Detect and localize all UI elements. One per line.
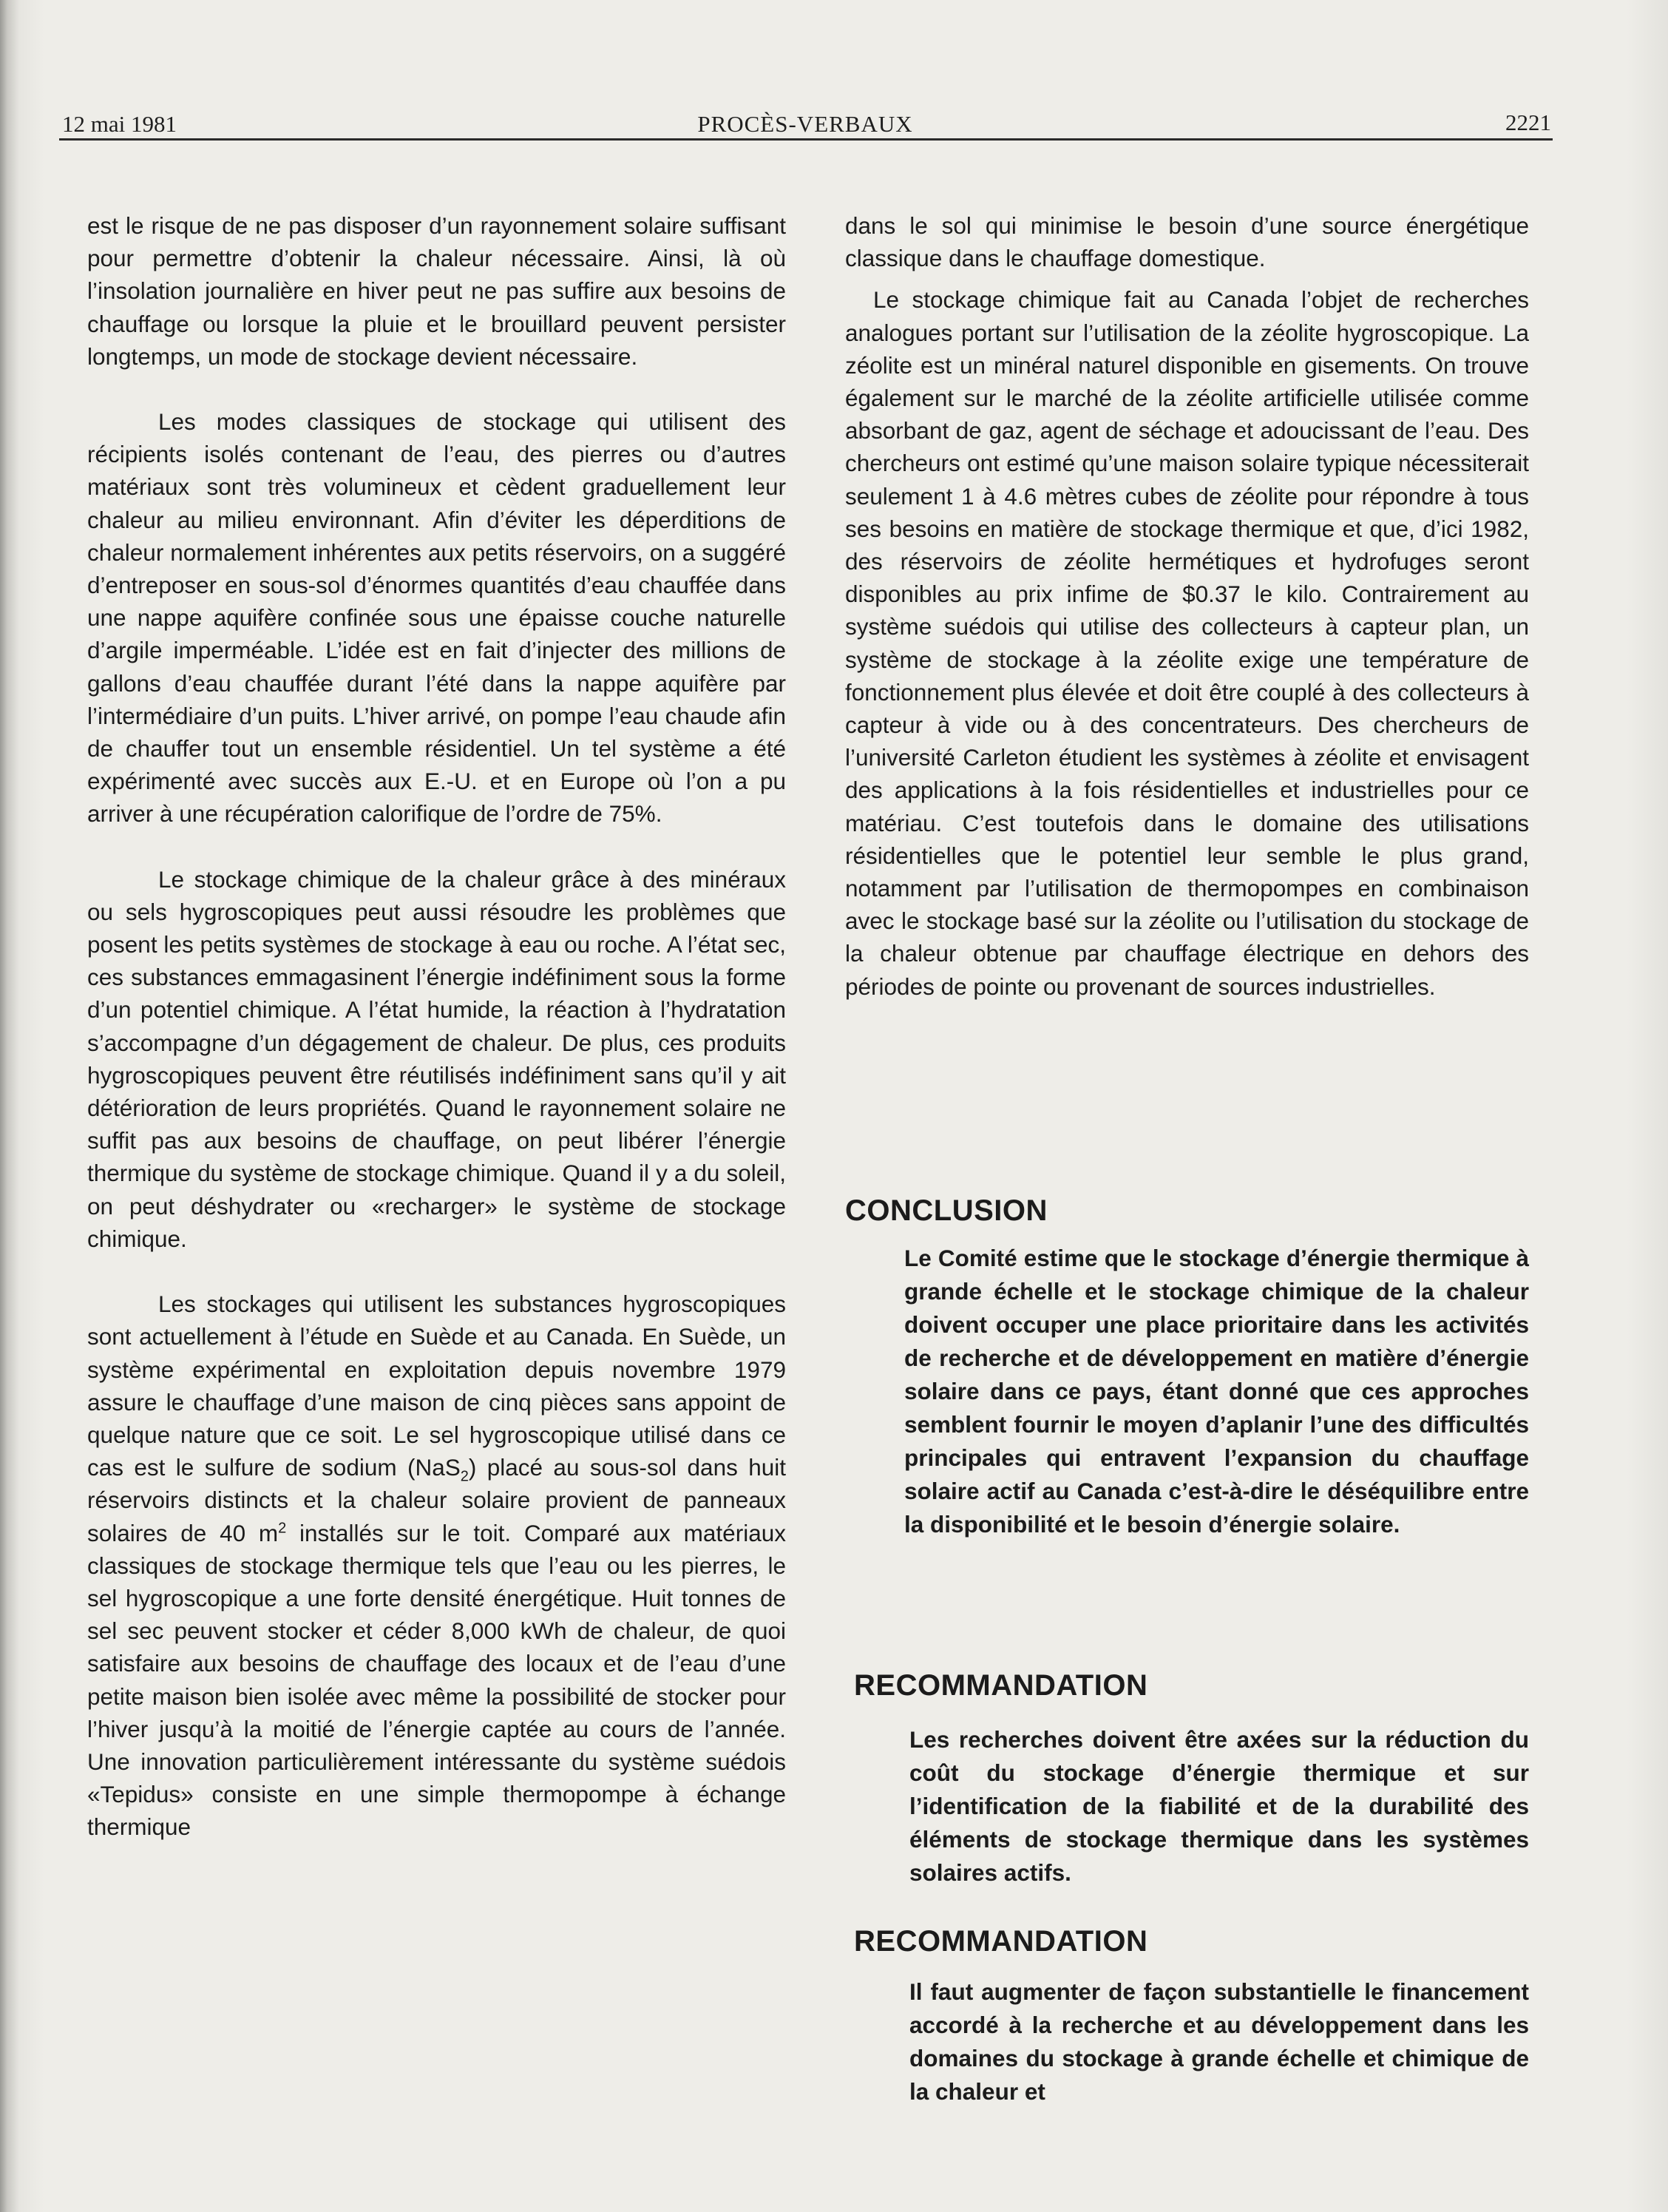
- conclusion-text: Le Comité estime que le stockage d’énergie thermique à grande échelle et le stockage chimique de la chaleur doivent occuper une place prioritaire dans les activités de recherche et de développement en matière d’énergie solaire dans ce pays, étant donné que ces approches semblent fournir le moyen d’aplanir l’une des difficultés principales qui entravent l’expansion du chauffage solaire actif au Canada c’est-à-dire le déséquilibre entre la disponibilité et le besoin d’énergie solaire.: [904, 1245, 1529, 1538]
- text-run: installés sur le toit. Comparé aux matériaux classiques de stockage thermique tels que l’eau ou les pierres, le sel hygroscopique a une forte densité énergétique. Huit tonnes de sel sec peuvent stocker et céder 8,000 kWh de chaleur, de quoi satisfaire aux besoins de chauffage des locaux et de l’eau d’une petite maison bien isolée avec même la possibilité de stocker pour l’hiver jusqu’à la moitié de l’énergie captée au cours de l’année. Une innovation particulièrement intéressante du système suédois «Tepidus» consiste en une simple thermopompe à échange thermique: [87, 1519, 786, 1841]
- header-date: 12 mai 1981: [62, 111, 177, 137]
- unit-superscript: 2: [278, 1520, 287, 1537]
- paragraph: dans le sol qui minimise le besoin d’une source énergétique classique dans le chauffage domestique.: [845, 212, 1529, 272]
- paragraph: Les modes classiques de stockage qui utilisent des récipients isolés contenant de l’eau, des pierres ou d’autres matériaux sont très volumineux et cèdent graduellement leur chaleur au milieu environnant. Afin d’éviter les déperditions de chaleur normalement inhérentes aux petits réservoirs, on a suggéré d’entreposer en sous-sol d’énormes quantités d’eau chauffée dans une nappe aquifère confinée sous une épaisse couche naturelle d’argile imperméable. L’idée est en fait d’injecter des millions de gallons d’eau chauffée durant l’été dans la nappe aquifère par l’intermédiaire d’un puits. L’hiver arrivé, on pompe l’eau chaude afin de chauffer tout un ensemble résidentiel. Un tel système a été expérimenté avec succès aux E.-U. et en Europe où l’on a pu arriver à une récupération calorifique de l’ordre de 75%.: [87, 408, 786, 828]
- text-run: ) placé au sous-sol dans huit réservoirs distincts et la chaleur solaire provient de panneaux solaires de 40 m: [87, 1454, 787, 1546]
- recommendation-text: Il faut augmenter de façon substantielle le financement accordé à la recherche et au développement dans les domaines du stockage à grande échelle et chimique de la chaleur et: [909, 1978, 1529, 2105]
- running-header: [59, 109, 1551, 141]
- recommendation-section: [854, 1924, 1529, 2108]
- formula-subscript: 2: [460, 1468, 469, 1485]
- recommendation-text: Les recherches doivent être axées sur la réduction du coût du stockage d’énergie thermique et sur l’identification de la fiabilité et de la durabilité des éléments de stockage thermique dans les systèmes solaires actifs.: [909, 1726, 1529, 1886]
- paragraph: Le stockage chimique fait au Canada l’objet de recherches analogues portant sur l’utilisation de la zéolite hygroscopique. La zéolite est un minéral naturel disponible en gisements. On trouve également sur le marché de la zéolite artificielle utilisée comme absorbant de gaz, agent de séchage et adoucissant de l’eau. Des chercheurs ont estimé qu’une maison solaire typique nécessiterait seulement 1 à 4.6 mètres cubes de zéolite pour répondre à tous ses besoins en matière de stockage thermique et que, d’ici 1982, des réservoirs de zéolite hermétiques et hydrofuges seront disponibles au prix infime de $0.37 le kilo. Contrairement au système suédois qui utilise des collecteurs à capteur plan, un système de stockage à la zéolite exige une température de fonctionnement plus élevée et doit être couplé à des collecteurs à capteur à vide ou à des concentrateurs. Des chercheurs de l’université Carleton étudient les systèmes à zéolite et envisagent des applications à la fois résidentielles et industrielles pour ce matériau. C’est toutefois dans le domaine des utilisations résidentielles que le potentiel leur semble le plus grand, notamment par l’utilisation de thermopompes en combinaison avec le stockage basé sur la zéolite ou l’utilisation du stockage de la chaleur obtenue par chauffage électrique en dehors des périodes de pointe ou provenant de sources industrielles.: [845, 286, 1529, 1000]
- header-title: PROCÈS-VERBAUX: [697, 111, 913, 137]
- conclusion-heading: CONCLUSION: [845, 1194, 1048, 1227]
- recommendation-heading: RECOMMANDATION: [854, 1925, 1148, 1958]
- recommendation-heading: RECOMMANDATION: [854, 1669, 1148, 1702]
- text-run: Les stockages qui utilisent les substances hygroscopiques sont actuellement à l’étude en Suède et au Canada. En Suède, un système expérimental en exploitation depuis novembre 1979 assure le chauffage d’une maison de cinq pièces sans appoint de quelque nature que ce soit. Le sel hygroscopique utilisé dans ce cas est le sulfure de sodium (: [87, 1291, 786, 1481]
- conclusion-section: [845, 1193, 1529, 1541]
- right-column: [845, 209, 1529, 2105]
- left-column: [87, 209, 786, 1844]
- chemical-formula: NaS: [415, 1454, 461, 1481]
- paragraph-with-formula: [87, 1288, 786, 1843]
- paragraph: est le risque de ne pas disposer d’un rayonnement solaire suffisant pour permettre d’obtenir la chaleur nécessaire. Ainsi, là où l’insolation journalière en hiver peut ne pas suffire aux besoins de chauffage ou lorsque la pluie et le brouillard peuvent persister longtemps, un mode de stockage devient nécessaire.: [87, 212, 786, 370]
- page-number: 2221: [1505, 109, 1551, 135]
- recommendation-section: [854, 1668, 1529, 1890]
- paragraph: Le stockage chimique de la chaleur grâce à des minéraux ou sels hygroscopiques peut aussi résoudre les problèmes que posent les petits systèmes de stockage à eau ou roche. A l’état sec, ces substances emmagasinent l’énergie indéfiniment sous la forme d’un potentiel chimique. A l’état humide, la réaction à l’hydratation s’accompagne d’un dégagement de chaleur. De plus, ces produits hygroscopiques peuvent être réutilisés indéfiniment sans qu’il y ait détérioration de leurs propriétés. Quand le rayonnement solaire ne suffit pas aux besoins de chauffage, on peut libérer l’énergie thermique du système de stockage chimique. Quand il y a du soleil, on peut déshydrater ou «recharger» le système de stockage chimique.: [87, 865, 786, 1252]
- header-rule: [59, 138, 1553, 141]
